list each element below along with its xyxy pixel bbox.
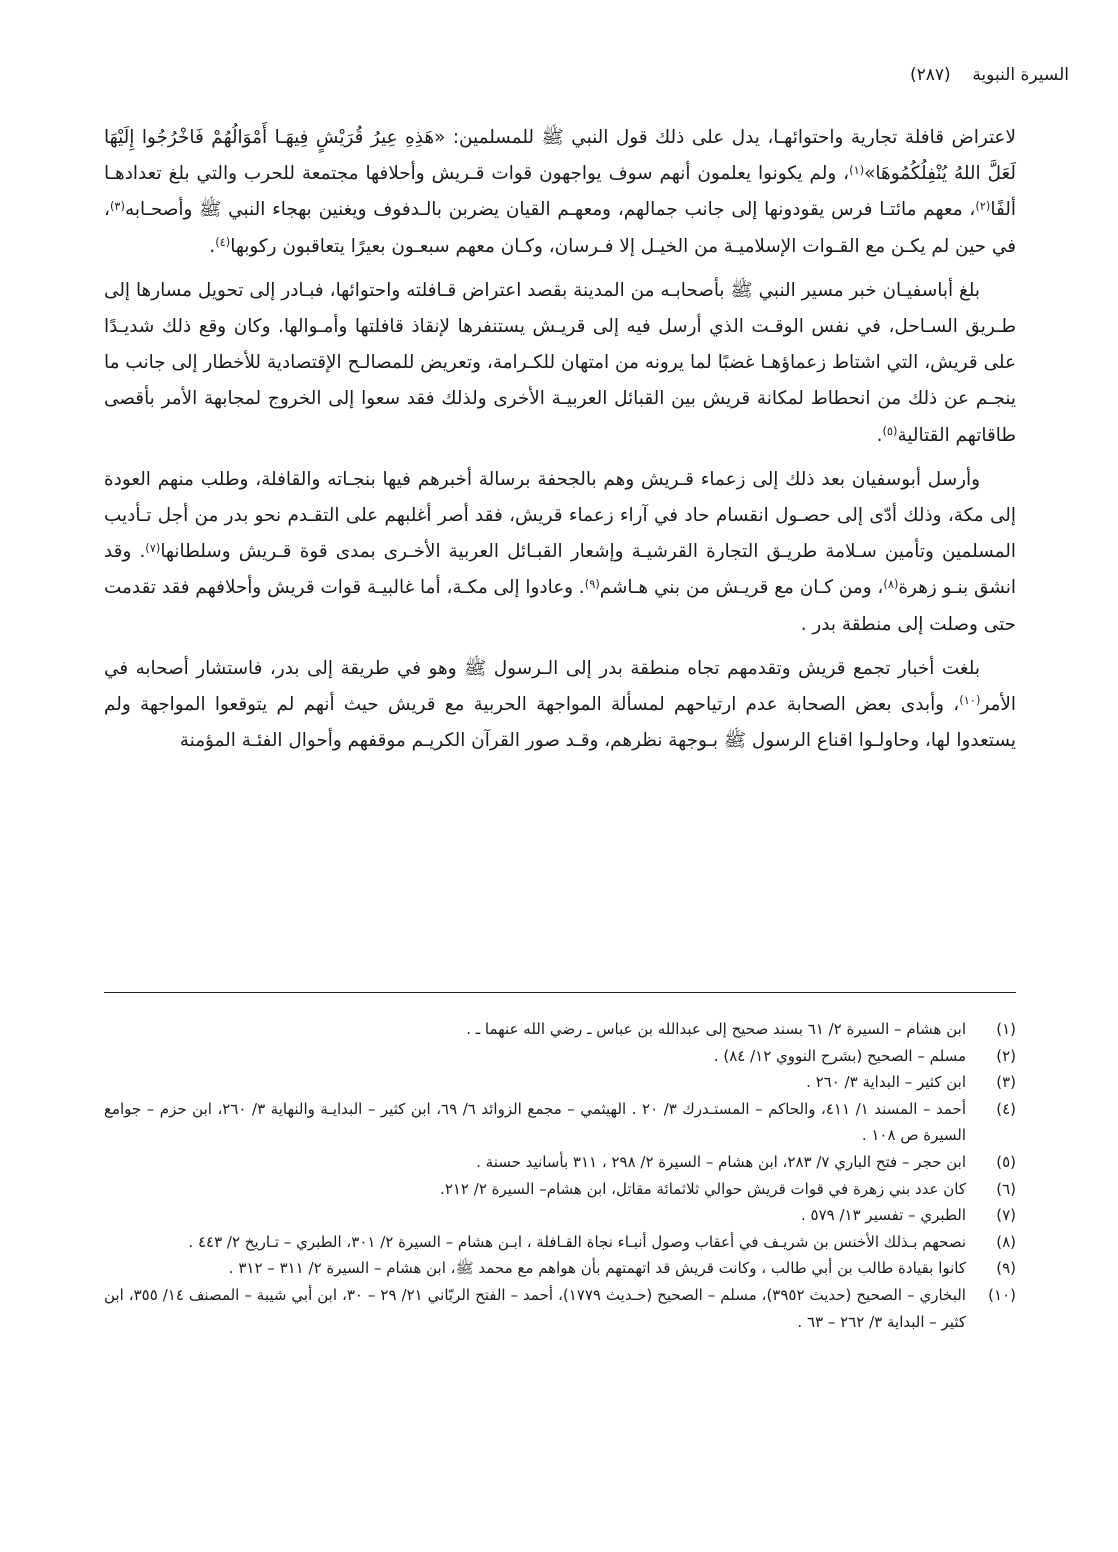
text-run: ، ولم يكونوا يعلمون أنهم سوف يواجهون قوات قـريش وأحلافها مجتمعة للحرب والتي بلغ تعدادهـا ألفًا bbox=[104, 163, 1016, 221]
footnote-item bbox=[104, 1229, 1016, 1256]
footnote-number: (١) bbox=[996, 1020, 1016, 1038]
footnote-ref: (٧) bbox=[145, 540, 161, 555]
text-run: . وقد انشق بنـو زهرة bbox=[104, 541, 1016, 599]
footnote-number: (٢) bbox=[996, 1046, 1016, 1065]
paragraph bbox=[104, 273, 1016, 454]
text-run: . bbox=[209, 235, 216, 257]
footnote-ref: (١) bbox=[849, 162, 865, 177]
text-run: ، ومن كـان مع قريـش من بني هـاشم bbox=[599, 577, 884, 599]
footnotes bbox=[104, 1016, 1016, 1335]
footnote-item bbox=[104, 1043, 1016, 1070]
text-run: . bbox=[876, 424, 883, 446]
text-run: بلغت أخبار تجمع قريش وتقدمهم تجاه منطقة بدر إلى الـرسول ﷺ وهو في طريقة إلى بدر، فاستشار أصحابه في الأمر bbox=[104, 657, 1016, 716]
footnote-ref: (٨) bbox=[883, 576, 899, 591]
footnote-number: (٨) bbox=[996, 1232, 1016, 1251]
footnote-number: (٧) bbox=[996, 1206, 1016, 1225]
footnote-separator bbox=[104, 992, 1016, 993]
footnote-text: أحمد – المسند ١/ ٤١١، والحاكم – المستـدرك ٣/ ٢٠ . الهيثمي – مجمع الزوائد ٦/ ٦٩، ابن كثير – البدايـة والنهاية ٣/ ٢٦٠، ابن حزم – جوامع السيرة ص ١٠٨ . bbox=[104, 1099, 966, 1145]
footnote-number: (٦) bbox=[996, 1179, 1016, 1198]
body-text bbox=[104, 120, 1016, 759]
running-header bbox=[49, 62, 1069, 88]
text-run: ، في حين لم يكـن مع القـوات الإسلاميـة من الخيـل إلا فـرسان، وكـان معهم سبعـون بعيرًا يتعاقبون ركوبها bbox=[104, 199, 1016, 257]
footnote-item bbox=[104, 1016, 1016, 1043]
footnote-item bbox=[104, 1149, 1016, 1176]
footnote-ref: (٤) bbox=[215, 234, 231, 249]
paragraph bbox=[104, 120, 1016, 265]
footnote-number: (٩) bbox=[996, 1259, 1016, 1278]
footnote-item bbox=[104, 1255, 1016, 1282]
footnote-text: ابن هشام – السيرة ٢/ ٦١ بسند صحيح إلى عبدالله بن عباس ـ رضي الله عنهما ـ . bbox=[466, 1020, 966, 1038]
paragraph bbox=[104, 462, 1016, 643]
text-run: ، وأبدى بعض الصحابة عدم ارتياحهم لمسألة المواجهة الحربية مع قريش حيث أنهم لم يتوقعوا المواجهة ولم يستعدوا لها، وحاولـوا اقناع الرسول ﷺ بـوجهة نظرهم، وقـد صور القرآن الكريـم موقفهم وأحوال الفئـة المؤمنة bbox=[104, 694, 1016, 752]
footnote-number: (٣) bbox=[996, 1073, 1016, 1092]
footnote-ref: (٩) bbox=[584, 576, 600, 591]
footnote-item bbox=[104, 1282, 1016, 1335]
footnote-item bbox=[104, 1176, 1016, 1203]
footnote-ref: (٣) bbox=[109, 198, 125, 213]
text-run: ، معهم مائتـا فرس يقودونها إلى جانب جمالهم، ومعهـم القيان يضربن بالـدفوف ويغنين بهجاء النبي ﷺ وأصحـابه bbox=[124, 199, 976, 221]
footnote-ref: (٢) bbox=[975, 198, 991, 213]
footnote-number: (١٠) bbox=[988, 1285, 1016, 1304]
footnote-item bbox=[104, 1202, 1016, 1229]
footnote-ref: (١٠) bbox=[959, 693, 981, 708]
text-run: لاعتراض قافلة تجارية واحتوائهـا، يدل على ذلك قول النبي ﷺ للمسلمين: «هَذِهِ عِيرُ قُرَيْشٍ فِيهَـا أَمْوَالُهُمْ فَاخْرُجُوا إِلَيْهَا لَعَلَّ اللهُ يُنْفِلُكُمُوهَا» bbox=[104, 127, 1016, 185]
paragraph bbox=[104, 651, 1016, 760]
footnote-text: نصحهم بـذلك الأخنس بن شريـف في أعقاب وصول أنبـاء نجاة القـافلة ، ابـن هشام – السيرة ٢/ ٣٠١، الطبري – تـاريخ ٢/ ٤٤٣ . bbox=[188, 1232, 966, 1251]
text-run: وأرسل أبوسفيان بعد ذلك إلى زعماء قـريش وهم بالجحفة برسالة أخبرهم فيها بنجـاته والقافلة، وطلب منهم العودة إلى مكة، وذلك أدّى إلى حصـول انقسام حاد في آراء زعماء قريش، فقد أصر أغلبهم على التقـدم نحو بدر من أجل تـأديب المسلمين وتأمين سـلامة طريـق التجارة القرشيـة وإشعار القبـائل العربية الأخـرى بمدى قوة قـريش وسلطانها bbox=[104, 468, 1016, 563]
footnote-text: ابن حجر – فتح الباري ٧/ ٢٨٣، ابن هشام – السيرة ٢/ ٢٩٨ ، ٣١١ بأسانيد حسنة . bbox=[476, 1152, 966, 1171]
footnote-text: مسلم – الصحيح (بشرح النووي ١٢/ ٨٤) . bbox=[713, 1046, 966, 1065]
footnote-ref: (٥) bbox=[882, 423, 898, 438]
running-title: السيرة النبوية bbox=[972, 65, 1069, 85]
footnote-number: (٤) bbox=[996, 1099, 1016, 1118]
page-number: (٢٨٧) bbox=[910, 65, 951, 85]
footnote-item bbox=[104, 1069, 1016, 1096]
footnote-text: كانوا بقيادة طالب بن أبي طالب ، وكانت قريش قد اتهمتهم بأن هواهم مع محمد ﷺ، ابن هشام – السيرة ٢/ ٣١١ – ٣١٢ . bbox=[228, 1259, 966, 1278]
footnote-text: ابن كثير – البداية ٣/ ٢٦٠ . bbox=[806, 1073, 966, 1092]
footnote-item bbox=[104, 1096, 1016, 1149]
text-run: . وعادوا إلى مكـة، أما غالبيـة قوات قريش وأحلافهم فقد تقدمت حتى وصلت إلى منطقة بدر . bbox=[104, 577, 1016, 635]
text-run: بلغ أباسفيـان خبر مسير النبي ﷺ بأصحابـه من المدينة بقصد اعتراض قـافلته واحتوائها، فبـادر إلى تحويل مسارها إلى طـريق السـاحل، في نفس الوقـت الذي أرسل فيه إلى قريـش يستنفرها لإنقاذ قافلتها وأمـوالها. وكان وقع ذلك شديـدًا على قريش، التي اشتاط زعماؤهـا غضبًا لما يرونه من امتهان للكـرامة، وتعريض للمصالـح الإقتصادية للأخطار إلى جانب ما ينجـم عن ذلك من انحطاط لمكانة قريش بين القبائل العربيـة الأخرى ولذلك فقد سعوا إلى الخروج لمجابهة الأمر بأقصى طاقاتهم القتالية bbox=[104, 279, 1016, 446]
footnote-text: الطبري – تفسير ١٣/ ٥٧٩ . bbox=[800, 1206, 966, 1225]
footnote-text: كان عدد بني زهرة في قوات قريش حوالي ثلاثمائة مقاتل، ابن هشام– السيرة ٢/ ٢١٢. bbox=[440, 1179, 966, 1198]
footnote-number: (٥) bbox=[996, 1152, 1016, 1171]
footnote-text: البخاري – الصحيح (حديث ٣٩٥٢)، مسلم – الصحيح (حـديث ١٧٧٩)، أحمد – الفتح الربّاني ٢١/ ٢٩ – ٣٠، ابن أبي شيبة – المصنف ١٤/ ٣٥٥، ابن كثير – البداية ٣/ ٢٦٢ – ٦٣ . bbox=[104, 1285, 966, 1331]
